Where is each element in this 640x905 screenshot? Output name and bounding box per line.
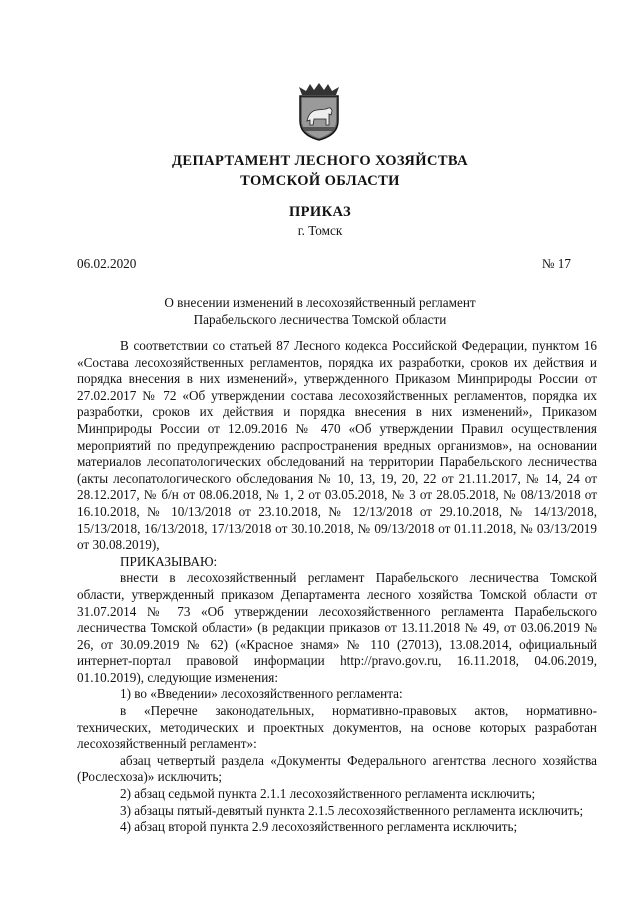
document-body <box>77 338 597 836</box>
city: г. Томск <box>297 223 343 238</box>
paragraph-item-1-abzac: абзац четвертый раздела «Документы Федерального агентства лесного хозяйства (Рослесхоза)» исключить; <box>77 752 597 785</box>
document-subject <box>0 294 640 328</box>
paragraph-item-1: 1) во «Введении» лесохозяйственного регламента: <box>120 686 403 702</box>
subject-line1: О внесении изменений в лесохозяйственный регламент <box>164 295 476 310</box>
document-number: № 17 <box>541 256 571 271</box>
department-name-line1: ДЕПАРТАМЕНТ ЛЕСНОГО ХОЗЯЙСТВА <box>172 153 468 169</box>
subject-line2: Парабельского лесничества Томской области <box>193 312 447 327</box>
coat-of-arms-icon <box>296 81 342 141</box>
department-name <box>0 151 640 191</box>
department-name-line2: ТОМСКОЙ ОБЛАСТИ <box>240 173 400 189</box>
paragraph-item-3: 3) абзацы пятый-девятый пункта 2.1.5 лесохозяйственного регламента исключить; <box>120 802 584 818</box>
paragraph-item-2: 2) абзац седьмой пункта 2.1.1 лесохозяйственного регламента исключить; <box>120 786 536 802</box>
document-date: 06.02.2020 <box>77 256 137 271</box>
paragraph-basis: В соответствии со статьей 87 Лесного кодекса Российской Федерации, пунктом 16 «Состава лесохозяйственных регламентов, порядка их разработки, сроков их действия и порядка внесения в них изменений», утвержденного Приказом Минприроды России от 27.02.2017 № 72 «Об утверждении состава лесохозяйственных регламентов, порядка их разработки, сроков их действия и порядка внесения в них изменений», Приказом Минприроды России от 12.09.2016 № 470 «Об утверждении Правил осуществления мероприятий по предупреждению распространения вредных организмов», на основании материалов лесопатологических обследований на территории Парабельского лесничества (акты лесопатологического обследования № 10, 13, 19, 20, 22 от 21.11.2017, № 14, 24 от 28.12.2017, № б/н от 08.06.2018, № 1, 2 от 03.05.2018, № 3 от 28.05.2018, № 08/13/2018 от 16.10.2018, № 10/13/2018 от 23.10.2018, № 12/13/2018 от 29.10.2018, № 14/13/2018, 15/13/2018, 16/13/2018, 17/13/2018 от 30.10.2018, № 09/13/2018 от 01.11.2018, № 03/13/2019 от 30.08.2019), <box>77 338 597 553</box>
document-type: ПРИКАЗ <box>288 204 352 220</box>
paragraph-order-word: ПРИКАЗЫВАЮ: <box>120 553 218 569</box>
paragraph-item-1-list: в «Перечне законодательных, нормативно-правовых актов, нормативно-технических, методических и проектных документов, на основе которых разработан лесохозяйственный регламент»: <box>77 703 597 752</box>
paragraph-amendments: внести в лесохозяйственный регламент Парабельского лесничества Томской области, утвержденный приказом Департамента лесного хозяйства Томской области от 31.07.2014 № 73 «Об утверждении лесохозяйственного регламента Парабельского лесничества Томской области» (в редакции приказов от 13.11.2018 № 49, от 03.06.2019 № 26, от 30.09.2019 № 62) («Красное знамя» № 110 (27013), 13.08.2014, официальный интернет-портал правовой информации http://pravo.gov.ru, 16.11.2018, 04.06.2019, 01.10.2019), следующие изменения: <box>77 570 597 685</box>
paragraph-item-4: 4) абзац второй пункта 2.9 лесохозяйственного регламента исключить; <box>120 819 518 835</box>
